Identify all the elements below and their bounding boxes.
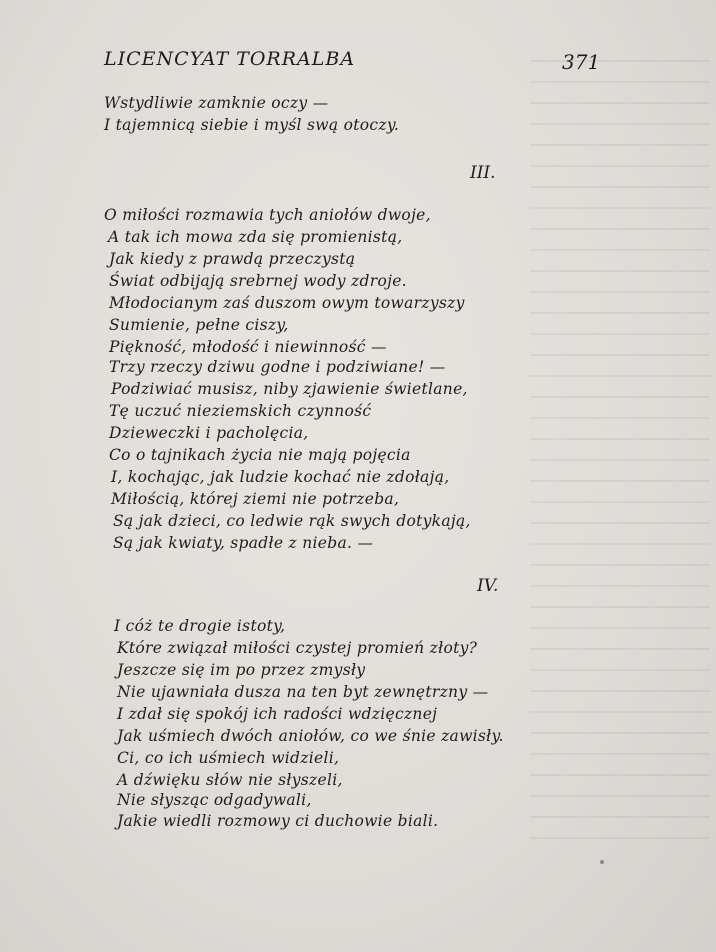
poem-line: I cóż te drogie istoty,: [114, 617, 286, 635]
section-numeral: III.: [470, 163, 496, 183]
poem-line: Sumienie, pełne ciszy,: [109, 316, 289, 334]
bleed-through-texture: [530, 60, 710, 840]
poem-line: Trzy rzeczy dziwu godne i podziwiane! —: [109, 358, 446, 376]
poem-line: I tajemnicą siebie i myśl swą otoczy.: [104, 116, 400, 134]
poem-line: Są jak dzieci, co ledwie rąk swych dotykają,: [113, 512, 471, 530]
poem-line: Co o tajnikach życia nie mają pojęcia: [109, 446, 411, 464]
poem-line: Jak uśmiech dwóch aniołów, co we śnie zawisły.: [117, 727, 504, 745]
poem-line: Młodocianym zaś duszom owym towarzyszy: [109, 294, 465, 312]
poem-line: Świat odbijają srebrnej wody zdroje.: [109, 272, 407, 290]
poem-line: Nie słysząc odgadywali,: [117, 791, 312, 809]
poem-line: Jak kiedy z prawdą przeczystą: [109, 250, 356, 268]
page-number: 371: [562, 50, 601, 74]
poem-line: A tak ich mowa zda się promienistą,: [108, 228, 403, 246]
poem-line: Nie ujawniała dusza na ten byt zewnętrzny —: [117, 683, 489, 701]
poem-line: Piękność, młodość i niewinność —: [109, 338, 387, 356]
paper-speck: [600, 860, 604, 864]
running-header: LICENCYAT TORRALBA: [104, 48, 356, 70]
poem-line: Podziwiać musisz, niby zjawienie świetlane,: [111, 380, 468, 398]
poem-line: Są jak kwiaty, spadłe z nieba. —: [113, 534, 374, 552]
poem-line: Wstydliwie zamknie oczy —: [104, 94, 329, 112]
poem-line: Dzieweczki i pacholęcia,: [109, 424, 309, 442]
poem-line: A dźwięku słów nie słyszeli,: [117, 771, 343, 789]
poem-line: Tę uczuć nieziemskich czynność: [109, 402, 372, 420]
poem-line: I, kochając, jak ludzie kochać nie zdołają,: [111, 468, 450, 486]
poem-line: Jeszcze się im po przez zmysły: [117, 661, 366, 679]
poem-line: Jakie wiedli rozmowy ci duchowie biali.: [117, 812, 439, 830]
poem-line: Które związał miłości czystej promień złoty?: [117, 639, 478, 657]
poem-line: Ci, co ich uśmiech widzieli,: [117, 749, 340, 767]
section-numeral: IV.: [477, 576, 499, 596]
poem-line: Miłością, której ziemi nie potrzeba,: [111, 490, 400, 508]
poem-line: O miłości rozmawia tych aniołów dwoje,: [104, 206, 431, 224]
poem-line: I zdał się spokój ich radości wdzięcznej: [117, 705, 438, 723]
